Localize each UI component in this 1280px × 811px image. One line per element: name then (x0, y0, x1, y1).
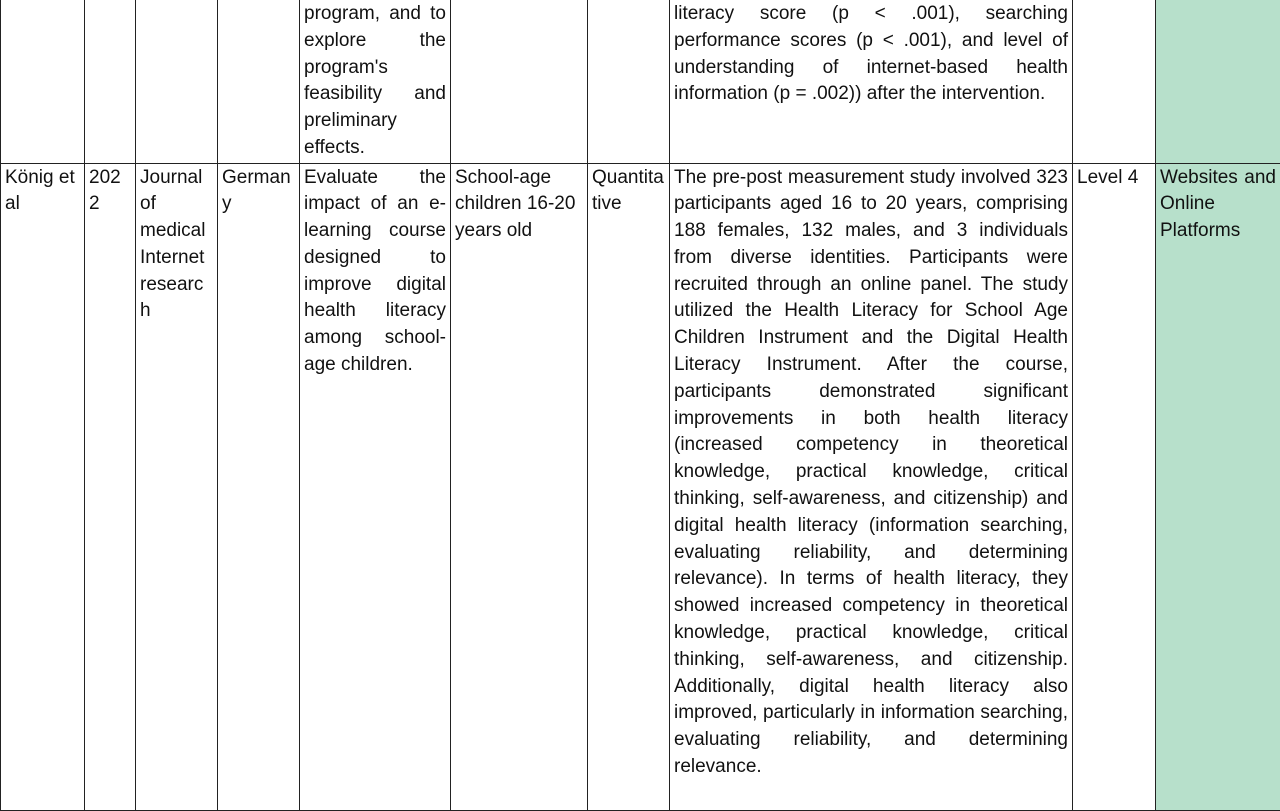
population-cell: School-age children 16-20 years old (451, 163, 588, 810)
category-cell: Websites and Online Platforms (1156, 163, 1280, 810)
method-cell (588, 0, 670, 163)
author-cell (1, 0, 85, 163)
country-cell (218, 0, 300, 163)
population-cell (451, 0, 588, 163)
journal-cell (136, 0, 218, 163)
category-cell (1156, 0, 1280, 163)
findings-cell: literacy score (p < .001), searching performance scores (p < .001), and level of understanding of internet-based health information (p = .002)) after the intervention. (670, 0, 1073, 163)
table-row (1, 163, 1280, 810)
findings-cell: The pre-post measurement study involved 323 participants aged 16 to 20 years, comprising 188 females, 132 males, and 3 individuals from diverse identities. Participants were recruited through an online panel. The study utilized the Health Literacy for School Age Children Instrument and the Digital Health Literacy Instrument. After the course, participants demonstrated significant improvements in both health literacy (increased competency in theoretical knowledge, practical knowledge, critical thinking, self-awareness, and citizenship) and digital health literacy (information searching, evaluating reliability, and determining relevance). In terms of health literacy, they showed increased competency in theoretical knowledge, practical knowledge, critical thinking, self-awareness, and citizenship. Additionally, digital health literacy also improved, particularly in information searching, evaluating reliability, and determining relevance. (670, 163, 1073, 810)
aim-cell: program, and to explore the program's feasibility and preliminary effects. (300, 0, 451, 163)
table-row (1, 0, 1280, 163)
method-cell: Quantitative (588, 163, 670, 810)
level-cell: Level 4 (1073, 163, 1156, 810)
country-cell: Germany (218, 163, 300, 810)
year-cell (85, 0, 136, 163)
journal-cell: Journal of medical Internet research (136, 163, 218, 810)
year-cell: 2022 (85, 163, 136, 810)
level-cell (1073, 0, 1156, 163)
author-cell: König et al (1, 163, 85, 810)
aim-cell: Evaluate the impact of an e-learning course designed to improve digital health literacy among school-age children. (300, 163, 451, 810)
